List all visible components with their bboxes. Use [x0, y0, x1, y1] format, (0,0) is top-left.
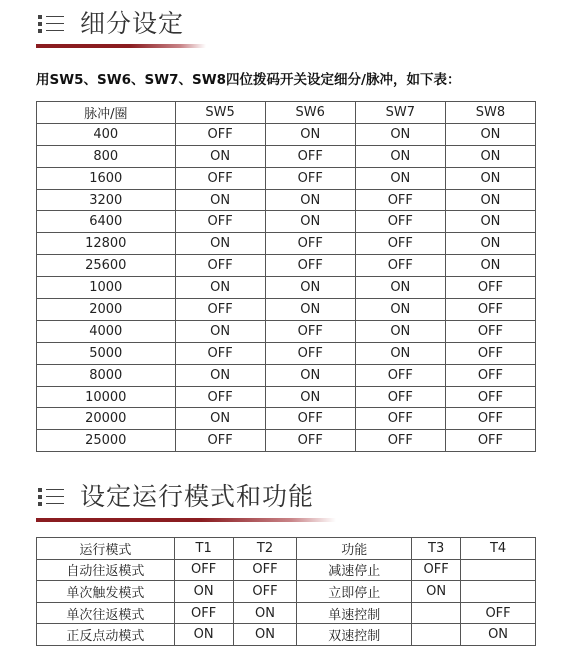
table-cell: 6400: [37, 211, 176, 233]
table-row: [37, 233, 536, 255]
table-cell: OFF: [355, 386, 445, 408]
table-cell: ON: [461, 624, 536, 646]
table-cell: ON: [233, 624, 297, 646]
table-cell: OFF: [265, 255, 355, 277]
table-cell: ON: [355, 145, 445, 167]
table-cell: [461, 559, 536, 581]
header-cell: T1: [174, 538, 233, 560]
table-cell: 立即停止: [297, 581, 412, 603]
table-header-row: [37, 102, 536, 124]
table-cell: OFF: [445, 277, 535, 299]
header-cell: 脉冲/圈: [37, 102, 176, 124]
header-cell: T4: [461, 538, 536, 560]
table-cell: OFF: [175, 342, 265, 364]
table-cell: 5000: [37, 342, 176, 364]
table-row: [37, 408, 536, 430]
table-cell: OFF: [355, 189, 445, 211]
table-cell: OFF: [265, 145, 355, 167]
table-cell: OFF: [265, 430, 355, 452]
table-cell: ON: [175, 364, 265, 386]
table-row: [37, 145, 536, 167]
table-cell: 3200: [37, 189, 176, 211]
subdivision-table: [36, 101, 536, 452]
table-cell: ON: [355, 342, 445, 364]
table-row: [37, 211, 536, 233]
table-cell: OFF: [445, 386, 535, 408]
table-row: [37, 581, 536, 603]
table-cell: ON: [355, 277, 445, 299]
table-cell: ON: [355, 123, 445, 145]
table-cell: ON: [233, 602, 297, 624]
table-cell: ON: [445, 189, 535, 211]
table-cell: 10000: [37, 386, 176, 408]
table-cell: OFF: [461, 602, 536, 624]
table-cell: ON: [412, 581, 461, 603]
table-cell: ON: [445, 255, 535, 277]
table-cell: 25000: [37, 430, 176, 452]
table-cell: 单速控制: [297, 602, 412, 624]
table-cell: OFF: [174, 559, 233, 581]
table-row: [37, 123, 536, 145]
table-cell: OFF: [445, 320, 535, 342]
table-cell: ON: [175, 189, 265, 211]
table-cell: OFF: [445, 408, 535, 430]
table-cell: 1600: [37, 167, 176, 189]
header-cell: SW5: [175, 102, 265, 124]
table-cell: OFF: [412, 559, 461, 581]
section-title: 设定运行模式和功能: [80, 482, 315, 511]
table-cell: ON: [355, 299, 445, 321]
table-cell: ON: [175, 233, 265, 255]
header-cell: SW6: [265, 102, 355, 124]
table-cell: 双速控制: [297, 624, 412, 646]
table-cell: ON: [265, 123, 355, 145]
table-cell: ON: [445, 211, 535, 233]
table-cell: 25600: [37, 255, 176, 277]
table-row: [37, 167, 536, 189]
header-cell: 运行模式: [37, 538, 175, 560]
table-row: [37, 299, 536, 321]
header-cell: T2: [233, 538, 297, 560]
table-cell: ON: [174, 581, 233, 603]
table-cell: OFF: [265, 233, 355, 255]
table-cell: ON: [174, 624, 233, 646]
table-cell: ON: [445, 233, 535, 255]
table-cell: OFF: [174, 602, 233, 624]
table-cell: 正反点动模式: [37, 624, 175, 646]
table-row: [37, 342, 536, 364]
table-cell: ON: [265, 189, 355, 211]
table-cell: ON: [265, 211, 355, 233]
table-cell: [461, 581, 536, 603]
table-cell: ON: [175, 145, 265, 167]
table-cell: OFF: [265, 408, 355, 430]
table-cell: OFF: [175, 167, 265, 189]
list-icon: [38, 13, 64, 35]
table-cell: OFF: [175, 299, 265, 321]
table-cell: OFF: [445, 364, 535, 386]
section-heading-subdivision: [38, 11, 184, 36]
table-cell: ON: [265, 364, 355, 386]
list-icon: [38, 486, 64, 508]
table-row: [37, 624, 536, 646]
table-cell: ON: [355, 320, 445, 342]
section-underline: [36, 518, 336, 522]
table-cell: OFF: [265, 167, 355, 189]
table-cell: ON: [355, 167, 445, 189]
table-cell: 400: [37, 123, 176, 145]
table-cell: OFF: [445, 299, 535, 321]
table-cell: OFF: [445, 342, 535, 364]
instruction-text: 用SW5、SW6、SW7、SW8四位拨码开关设定细分/脉冲，如下表：: [36, 72, 461, 88]
header-cell: T3: [412, 538, 461, 560]
table-row: [37, 430, 536, 452]
table-cell: 20000: [37, 408, 176, 430]
table-cell: 4000: [37, 320, 176, 342]
table-header-row: [37, 538, 536, 560]
table-cell: [412, 624, 461, 646]
table-cell: ON: [265, 277, 355, 299]
table-cell: 8000: [37, 364, 176, 386]
table-row: [37, 386, 536, 408]
table-cell: OFF: [175, 386, 265, 408]
table-row: [37, 320, 536, 342]
table-cell: 单次往返模式: [37, 602, 175, 624]
table-cell: OFF: [265, 342, 355, 364]
table-cell: ON: [445, 167, 535, 189]
table-cell: ON: [175, 408, 265, 430]
table-row: [37, 559, 536, 581]
table-cell: OFF: [355, 430, 445, 452]
header-cell: SW7: [355, 102, 445, 124]
header-cell: SW8: [445, 102, 535, 124]
table-cell: OFF: [175, 211, 265, 233]
table-cell: OFF: [355, 408, 445, 430]
table-cell: 12800: [37, 233, 176, 255]
table-row: [37, 255, 536, 277]
table-cell: OFF: [445, 430, 535, 452]
table-cell: OFF: [355, 255, 445, 277]
table-cell: ON: [445, 145, 535, 167]
table-cell: 800: [37, 145, 176, 167]
table-row: [37, 364, 536, 386]
table-cell: ON: [175, 320, 265, 342]
section-underline: [36, 44, 206, 48]
table-row: [37, 277, 536, 299]
table-cell: OFF: [175, 123, 265, 145]
table-cell: ON: [265, 386, 355, 408]
table-cell: OFF: [233, 581, 297, 603]
table-cell: ON: [445, 123, 535, 145]
table-cell: OFF: [233, 559, 297, 581]
table-cell: ON: [265, 299, 355, 321]
table-cell: OFF: [355, 233, 445, 255]
table-row: [37, 602, 536, 624]
table-cell: [412, 602, 461, 624]
section-title: 细分设定: [80, 9, 185, 38]
section-heading-mode: [38, 484, 314, 509]
table-cell: OFF: [175, 430, 265, 452]
table-cell: 单次触发模式: [37, 581, 175, 603]
mode-table: [36, 537, 536, 646]
table-cell: OFF: [265, 320, 355, 342]
table-cell: OFF: [175, 255, 265, 277]
table-cell: 1000: [37, 277, 176, 299]
table-cell: 减速停止: [297, 559, 412, 581]
table-cell: 2000: [37, 299, 176, 321]
header-cell: 功能: [297, 538, 412, 560]
table-cell: 自动往返模式: [37, 559, 175, 581]
table-cell: OFF: [355, 364, 445, 386]
table-cell: OFF: [355, 211, 445, 233]
table-row: [37, 189, 536, 211]
table-cell: ON: [175, 277, 265, 299]
